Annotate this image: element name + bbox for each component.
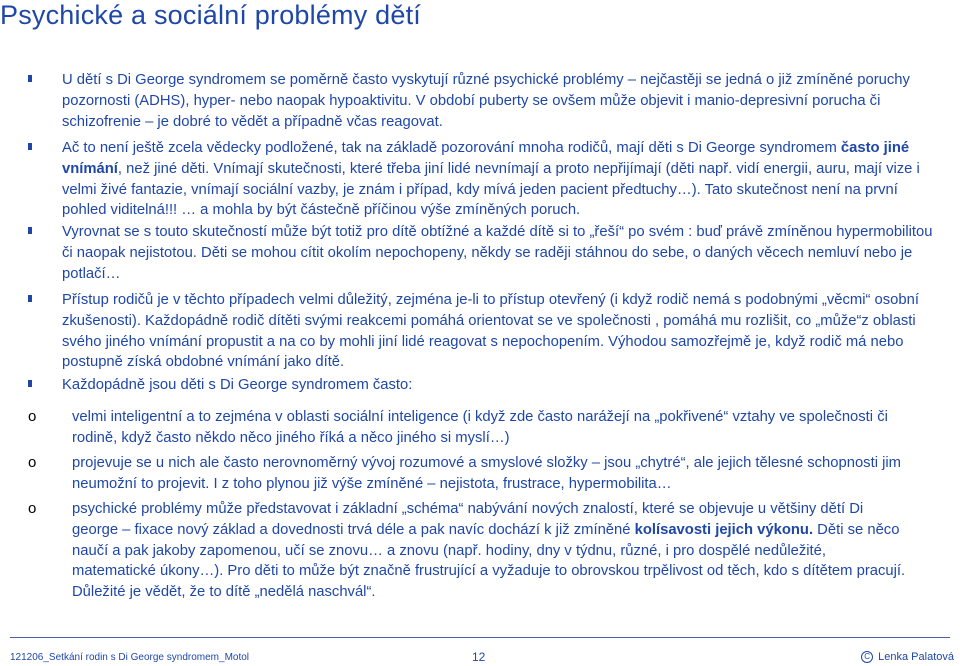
sub-item-text-part: psychické problémy může představovat i základní „schéma“ nabývání nových znalostí, které se objevuje u většiny dětí Di george – fixace nový základ a dovednosti trvá déle a pak navíc dochází k již zmíněné [72, 501, 864, 538]
paragraph-text [62, 138, 938, 221]
paragraph-text: Přístup rodičů je v těchto případech velmi důležitý, zejména je-li to přístup otevřený (i když rodič nemá s podobnými „věcmi“ osobní zkušenosti). Každopádně rodič dítěti svými reakcemi pomáhá orientovat se ve společnosti , pomáhá mu rozlišit, co „může“z oblasti svého jiného vnímání propustit a na co by mohli jiní lidé reagovat s nepochopením. Výhodou samozřejmě je, když rodič má nebo postupně získá obdobné vnímání jako dítě. [62, 292, 919, 371]
paragraph-bold-text: často jiné vnímání [62, 140, 910, 177]
footer-event-label: 121206_Setkání rodin s Di George syndromem_Motol [10, 652, 250, 663]
bullet-square-icon [28, 295, 32, 302]
author-name: Lenka Palatová [878, 651, 954, 663]
bullet-square-icon [28, 227, 32, 234]
bullet-square-icon [28, 143, 32, 150]
paragraph-text: Vyrovnat se s touto skutečností může být totiž pro dítě obtížné a každé dítě si to „řeší“ po svém : buď právě zmíněnou hypermobilitou či naopak nejistotou. Děti se mohou cítit okolím nepochopeny, někdy se raději stáhnou do sebe, o daných věcech nemluví nebo je potlačí… [62, 224, 933, 282]
bullet-square-icon [28, 75, 32, 82]
footer-divider [10, 637, 950, 638]
bullet-square-icon [28, 380, 32, 387]
footer-author [861, 651, 954, 663]
sub-item-text: projevuje se u nich ale často nerovnoměrný vývoj rozumové a smyslové složky – jsou „chytré“, ale jejich tělesné schopnosti jim neumožní to projevit. I z toho plynou již výše zmíněné – nejistota, frustrace, hypermobilita… [72, 455, 901, 492]
sub-item-bold-text: kolísavosti jejich výkonu. [634, 521, 814, 538]
page-number: 12 [472, 650, 486, 664]
paragraph-text: Každopádně jsou děti s Di George syndromem často: [62, 377, 413, 393]
paragraph-text: U dětí s Di George syndromem se poměrně často vyskytují různé psychické problémy – nejčastěji se jedná o již zmíněné poruchy pozornosti (ADHS), hyper- nebo naopak hypoaktivitu. V období puberty se ovšem může objevit i manio-depresivní porucha či schizofrenie – je dobré to vědět a případně včas reagovat. [62, 72, 910, 130]
circle-bullet-icon: o [28, 500, 37, 517]
copyright-icon: C [861, 651, 873, 663]
sub-item-text: velmi inteligentní a to zejména v oblasti sociální inteligence (i když zde často narážejí na „pokřivené“ vztahy ve společnosti či rodině, když často někdo něco jiného říká a něco jiného si myslí…) [72, 409, 888, 446]
slide-title: Psychické a sociální problémy dětí [0, 0, 421, 30]
sub-item-text [72, 499, 908, 603]
paragraph-text-part: Ač to není ještě zcela vědecky podložené, tak na základě pozorování mnoha rodičů, mají děti s Di George syndromem [62, 140, 841, 156]
paragraph-text-part: , než jiné děti. Vnímají skutečnosti, které třeba jiní lidé nevnímají a proto nepřijímají (děti např. vidí energii, auru, mají vize i velmi živé fantazie, vnímají sociální vazby, je znám i případ, kdy mívá jeden pacient předtuchy…). Tato skutečnost není na první pohled viditelná!!! … a mohla by být částečně příčinou výše zmíněných poruch. [62, 160, 920, 219]
sub-item-text-part: Děti se něco naučí a pak jakoby zapomenou, učí se znovu… a znovu (např. hodiny, dny v týdnu, různé, i pro dospělé nedůležité, matematické úkony…). Pro děti to může být značně frustrující a vyžaduje to obrovskou trpělivost od těch, kdo s dítětem pracují. Důležité je vědět, že to dítě „nedělá naschvál“. [72, 521, 906, 601]
circle-bullet-icon: o [28, 454, 37, 471]
circle-bullet-icon: o [28, 408, 37, 425]
